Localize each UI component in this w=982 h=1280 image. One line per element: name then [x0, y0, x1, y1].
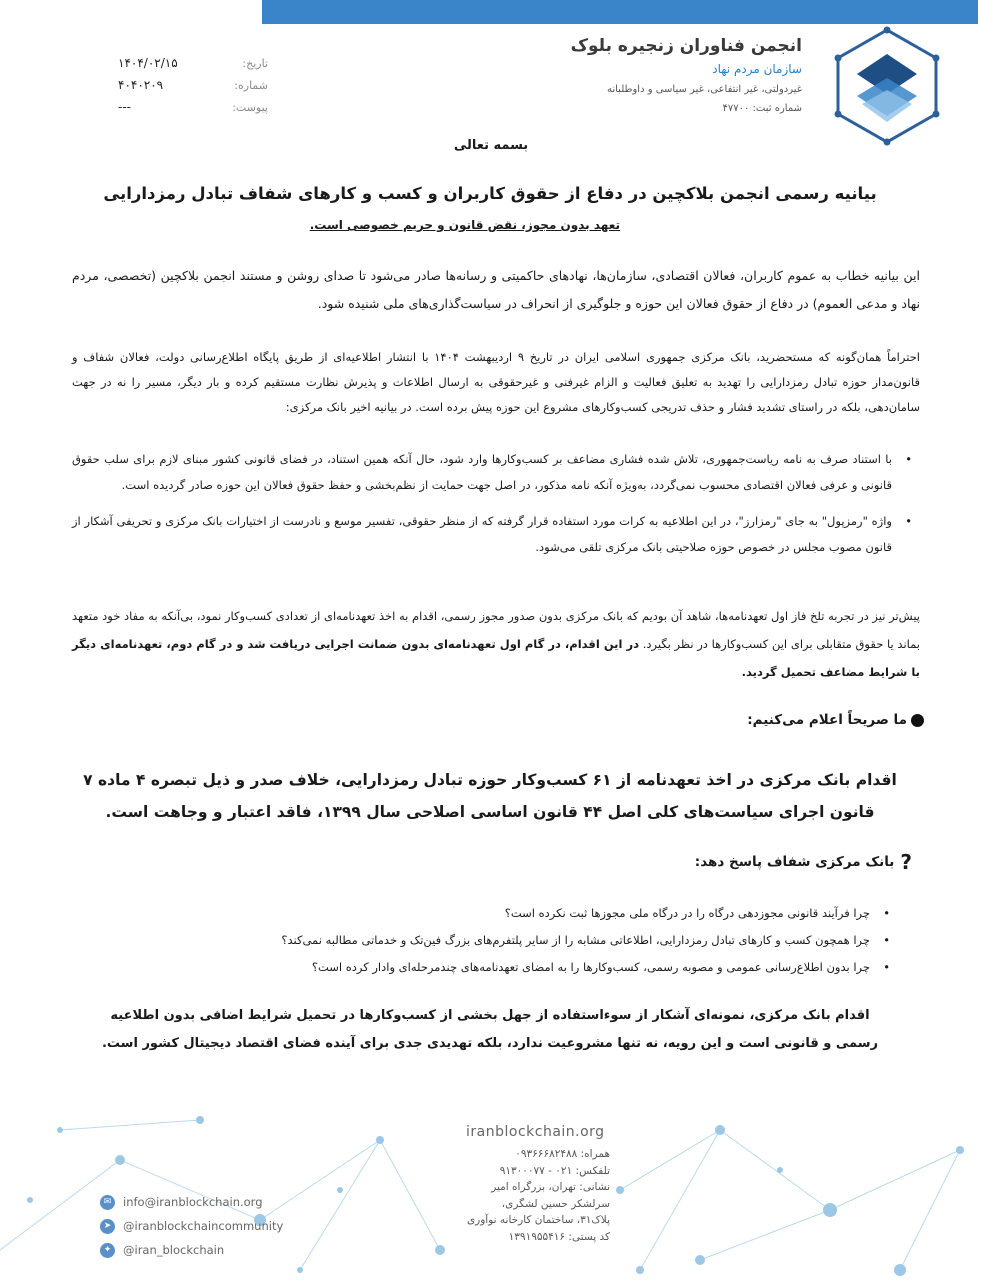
phone: همراه: ۰۹۳۶۶۶۸۲۴۸۸	[515, 1148, 610, 1160]
list-item: • با استناد صرف به نامه ریاست‌جمهوری، تلاش شده فشاری مضاعف بر کسب‌وکارها وارد شود، حال آنکه همین استناد، در فضای قانونی کشور مبنای لازم برای سلب حقوق قانونی و عرفی فعالان اقتصادی محسوب نمی‌گردد، به‌ویژه آنکه نامه مذکور، در اصل جهت حمایت از نظم‌بخشی و حفظ حقوق فعالان این حوزه صادر گردیده است.	[72, 446, 892, 498]
bullet-dot-icon	[911, 714, 924, 727]
question-mark-icon: ?	[900, 850, 912, 874]
date-label: تاریخ:	[242, 56, 268, 70]
history-bold-text: در این اقدام، در گام اول تعهدنامه‌ای بدون ضمانت اجرایی دریافت شد و در گام دوم، تعهدنامه‌ای دیگر با شرایط مضاعف تحمیل گردید.	[72, 637, 920, 679]
questions-heading-text: بانک مرکزی شفاف پاسخ دهد:	[694, 854, 895, 870]
history-paragraph	[72, 602, 920, 686]
org-description: غیردولتی، غیر انتفاعی، غیر سیاسی و داوطلبانه	[606, 84, 802, 95]
email-icon: ✉	[100, 1195, 115, 1210]
website-link[interactable]: iranblockchain.org	[466, 1124, 605, 1140]
list-item: • واژه "رمزپول" به جای "رمزارز"، در این اطلاعیه به کرات مورد استفاده قرار گرفته که از منظر حقوقی، تفسیر موسع و نادرست از اختیارات بانک مرکزی و تحریفی آشکار از قانون مصوب مجلس در خصوص حوزه صلاحیتی بانک مرکزی تلقی می‌شود.	[72, 508, 892, 560]
twitter-icon: ✦	[100, 1243, 115, 1258]
declaration-text: ما صریحاً اعلام می‌کنیم:	[747, 712, 907, 728]
header-accent-bar	[262, 0, 978, 24]
closing-statement: اقدام بانک مرکزی، نمونه‌ای آشکار از سوءاستفاده از جهل بخشی از کسب‌وکارها در تحمیل شرایط اضافی بدون اطلاعیه رسمی و قانونی است و این رویه، نه تنها مشروعیت ندارد، بلکه تهدیدی جدی برای آینده فضای اقتصاد دیجیتال کشور است.	[101, 1008, 878, 1051]
statement-subtitle: تعهد بدون مجوز، نقض قانون و حریم خصوصی است.	[309, 218, 620, 232]
address-line: پلاک۳۱، ساختمان کارخانه نوآوری	[466, 1214, 610, 1226]
questions-heading	[695, 850, 912, 874]
twitter-link[interactable]: @iran_blockchain	[123, 1243, 225, 1257]
questions-list	[200, 900, 890, 981]
attachment-value: ---	[118, 100, 131, 114]
main-statement: اقدام بانک مرکزی در اخذ تعهدنامه از ۶۱ کسب‌وکار حوزه تبادل رمزدارایی، خلاف صدر و ذیل تبصره ۴ ماده ۷ قانون اجرای سیاست‌های کلی اصل ۴۴ قانون اساسی اصلاحی سال ۱۳۹۹، فاقد اعتبار و وجاهت است.	[83, 771, 897, 821]
social-links	[100, 1190, 283, 1262]
contact-info	[462, 1146, 610, 1245]
postal-code: کد پستی: ۱۳۹۱۹۵۵۴۱۶	[508, 1230, 610, 1243]
address-line: نشانی: تهران، بزرگراه امیر	[491, 1181, 610, 1193]
address-line: سرلشکر حسین لشگری،	[501, 1197, 610, 1210]
org-name: انجمن فناوران زنجیره بلوک	[570, 36, 802, 56]
telegram-link[interactable]: @iranblockchaincommunity	[123, 1219, 284, 1233]
registration-number: شماره ثبت: ۴۷۷۰۰	[722, 103, 802, 114]
org-header	[571, 36, 802, 114]
fax: تلفکس: ۰۲۱ - ۹۱۳۰۰۰۷۷	[499, 1164, 610, 1177]
bank-statement-points	[72, 446, 912, 570]
intro-paragraph: این بیانیه خطاب به عموم کاربران، فعالان اقتصادی، سازمان‌ها، نهادهای حاکمیتی و رسانه‌ها صادر می‌شود تا صدای روشن و مستند انجمن بلاکچین (تخصصی، مردم نهاد و مدعی العموم) در دفاع از حقوق فعالان این حوزه و جلوگیری از انحراف در سیاست‌گذاری‌های ملی شنیده شود.	[72, 268, 920, 311]
list-item: • چرا فرآیند قانونی مجوزدهی درگاه را در درگاه ملی مجوزها ثبت نکرده است؟	[200, 900, 870, 927]
association-logo	[832, 26, 942, 146]
list-item: • چرا بدون اطلاع‌رسانی عمومی و مصوبه رسمی، کسب‌وکارها را به امضای تعهدنامه‌های چندمرحله‌ای وادار کرده است؟	[200, 954, 870, 981]
telegram-icon: ➤	[100, 1219, 115, 1234]
list-item: • چرا همچون کسب و کارهای تبادل رمزدارایی، اطلاعاتی مشابه را از سایر پلتفرم‌های بزرگ فین‌تک و خدماتی مطالبه نمی‌کند؟	[200, 927, 870, 954]
background-paragraph: احتراماً همان‌گونه که مستحضرید، بانک مرکزی جمهوری اسلامی ایران در تاریخ ۹ اردیبهشت ۱۴۰۴ با انتشار اطلاعیه‌ای از طریق پایگاه اطلاع‌رسانی دولت، فعالان شفاف و قانون‌مدار حوزه تبادل رمزدارایی را تهدید به تعلیق فعالیت و الزام غیرفنی و غیرحقوقی به ارسال اطلاعات و پذیرش نظارت مستقیم کرده و بار دیگر، مسیر را نه در جهت سامان‌دهی، بلکه در راستای تشدید فشار و حذف تدریجی کسب‌وکارهای مشروع این حوزه پیش برده است. در بیانیه اخیر بانک مرکزی:	[72, 350, 921, 414]
statement-title: بیانیه رسمی انجمن بلاکچین در دفاع از حقوق کاربران و کسب و کارهای شفاف تبادل رمزدارایی	[103, 184, 877, 203]
date-value: ۱۴۰۴/۰۲/۱۵	[118, 56, 178, 70]
history-text: پیش‌تر نیز در تجربه تلخ فاز اول تعهدنامه‌ها، شاهد آن بودیم که بانک مرکزی بدون صدور مجوز رسمی، اقدام به اخذ تعهدنامه‌ای از تعدادی کسب‌وکار نمود، بی‌آنکه به مفاد خود متعهد بماند یا حقوق متقابلی برای این کسب‌وکارها در نظر بگیرد.	[72, 609, 920, 651]
email-link[interactable]: info@iranblockchain.org	[123, 1195, 263, 1209]
basmala: بسمه تعالی	[453, 138, 529, 153]
number-label: شماره:	[234, 78, 268, 92]
letter-meta	[118, 52, 268, 118]
org-type: سازمان مردم نهاد	[712, 62, 802, 76]
declaration-heading	[747, 712, 924, 728]
number-value: ۴۰۴۰۲۰۹	[118, 78, 164, 92]
attachment-label: پیوست:	[232, 100, 268, 114]
